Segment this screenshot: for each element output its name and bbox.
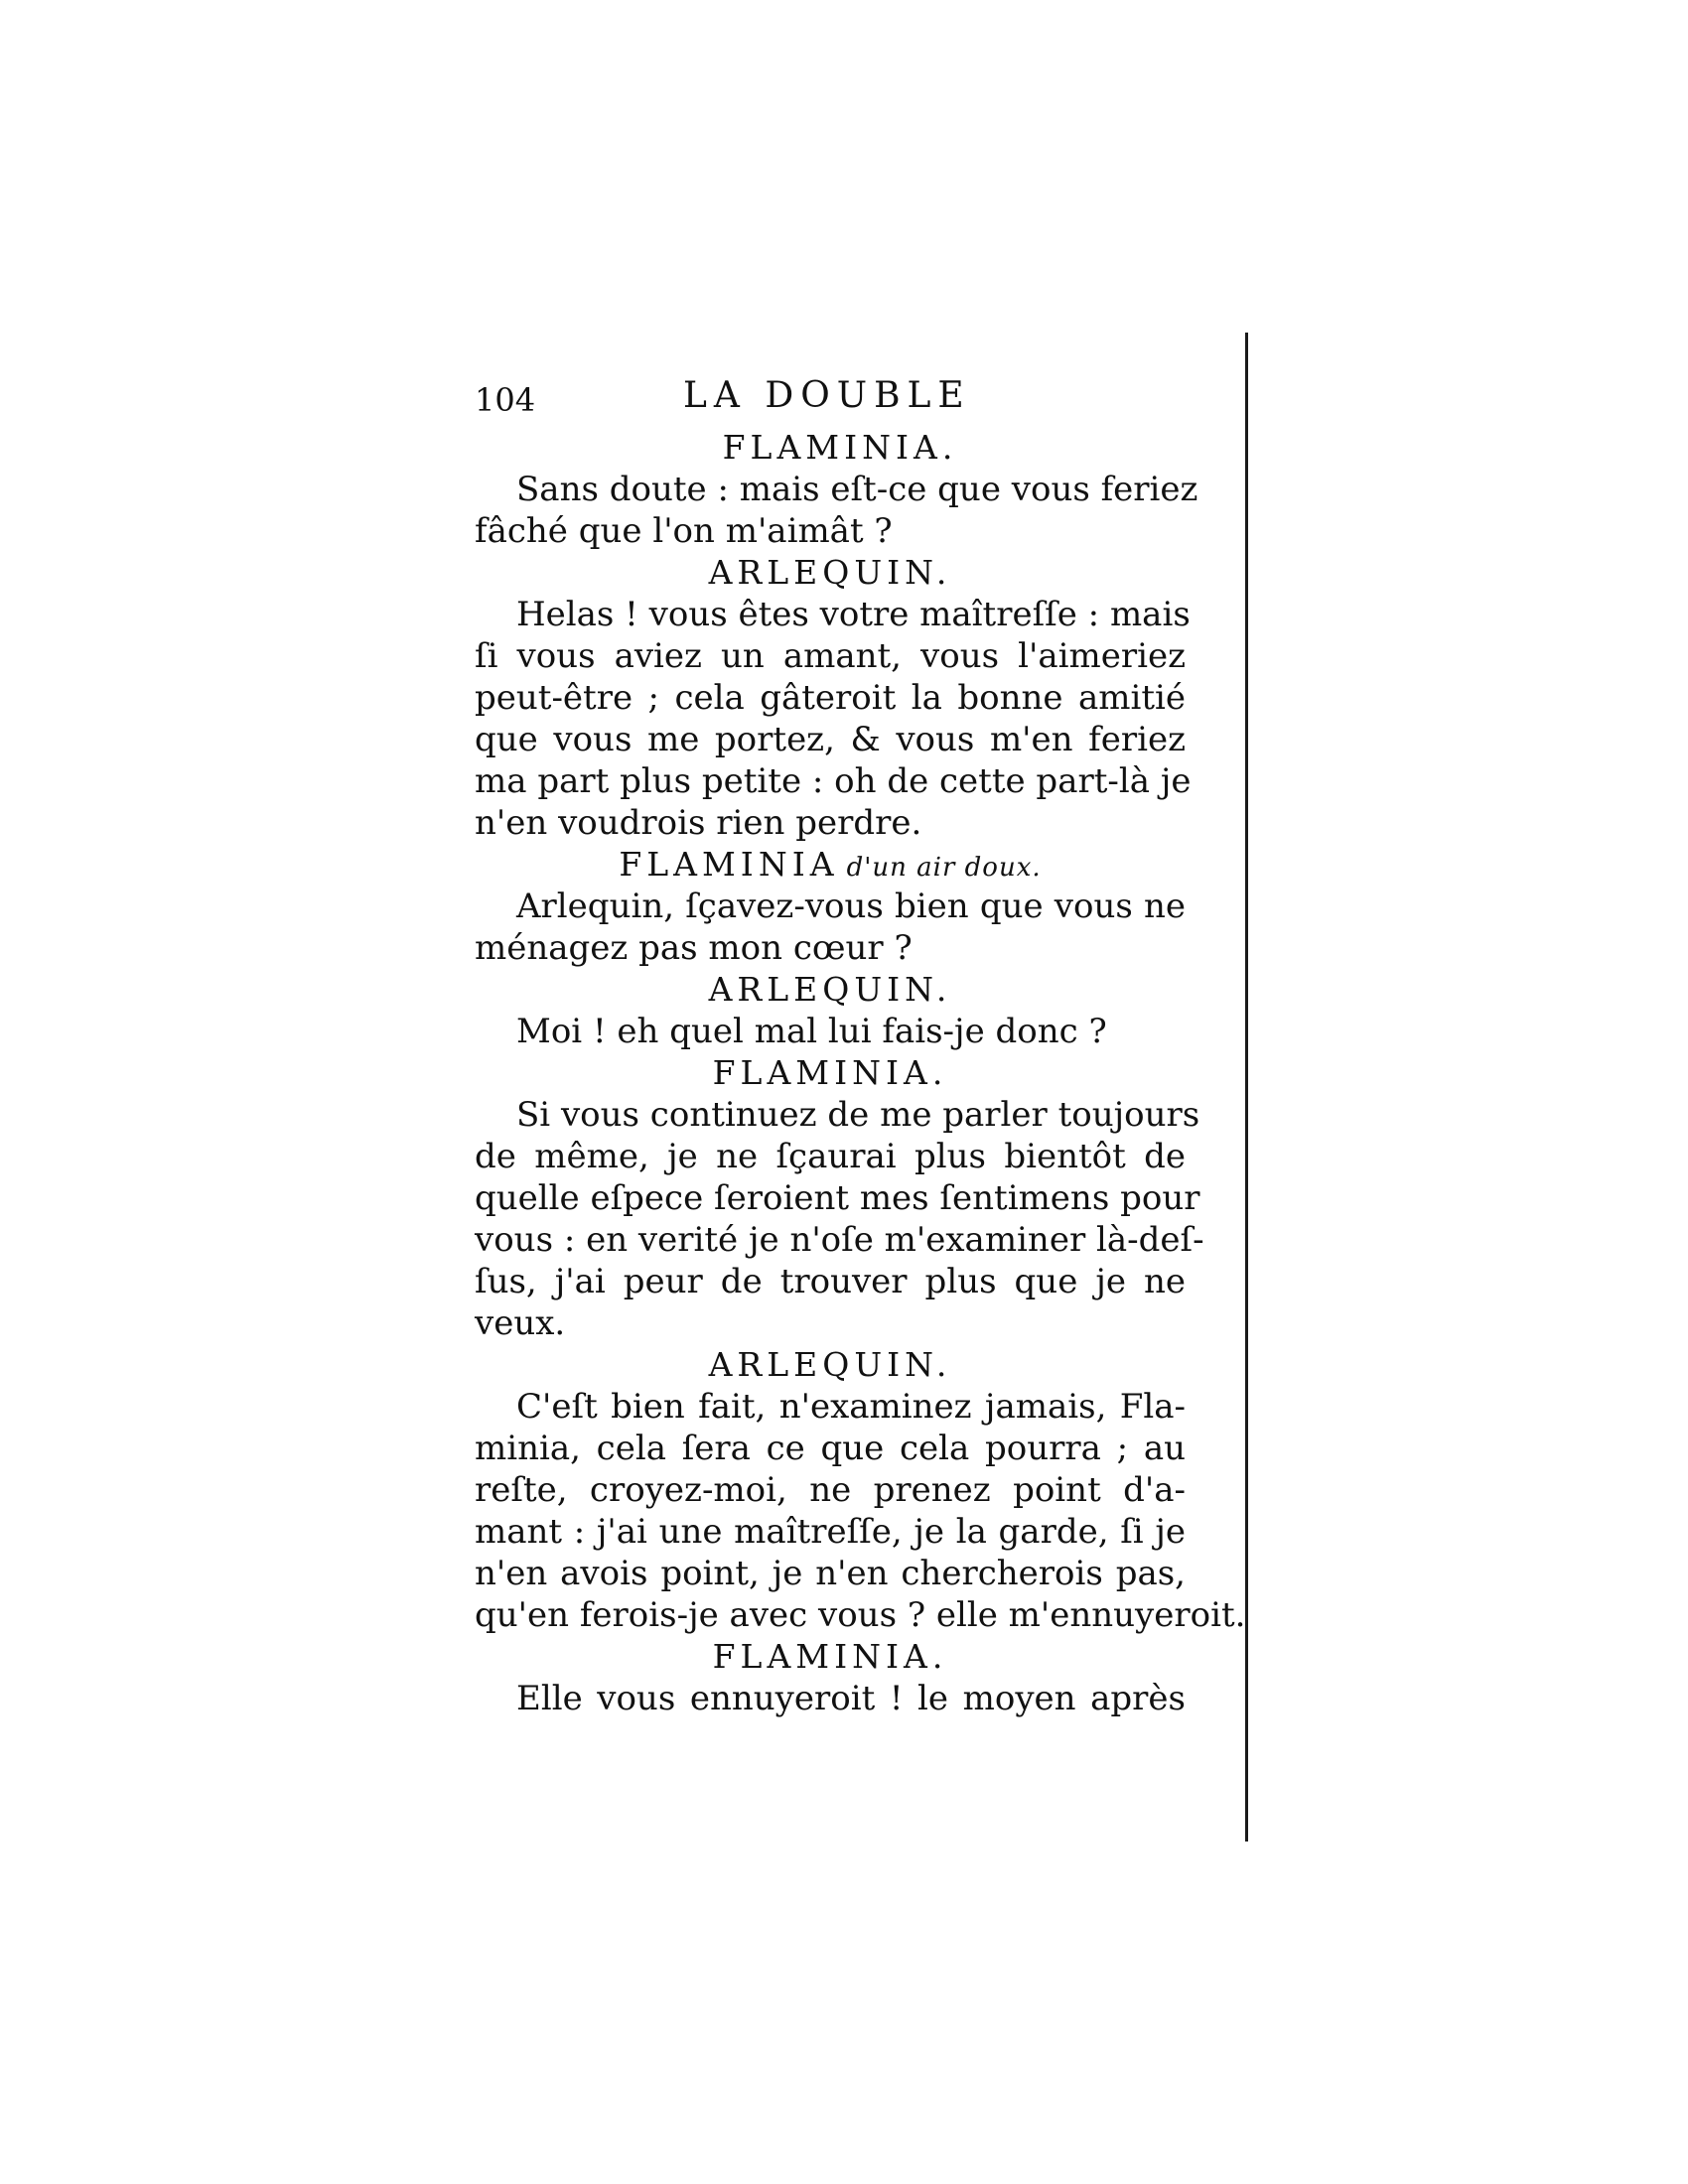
text-line: minia, cela ſera ce que cela pourra ; au xyxy=(475,1429,1186,1468)
text-line: Moi ! eh quel mal lui fais-je donc ? xyxy=(516,1012,1107,1051)
text-line: fâché que l'on m'aimât ? xyxy=(475,511,893,551)
speaker-name: ARLEQUIN. xyxy=(708,1345,952,1384)
dialogue-paragraph xyxy=(475,886,1186,969)
text-line: n'en avois point, je n'en chercherois pas, xyxy=(475,1554,1186,1593)
speaker-name: FLAMINIA. xyxy=(712,1637,948,1676)
text-line: Si vous continuez de me parler toujours xyxy=(516,1095,1200,1135)
text-line: quelle eſpece ſeroient mes ſentimens pour xyxy=(475,1178,1200,1218)
speaker-name: ARLEQUIN. xyxy=(708,553,952,592)
text-line: Helas ! vous êtes votre maîtreſſe : mais xyxy=(516,595,1191,634)
speaker-name: FLAMINIA. xyxy=(722,428,958,467)
text-line: reſte, croyez-moi, ne prenez point d'a- xyxy=(475,1470,1186,1510)
stage-direction: d'un air doux. xyxy=(846,853,1042,883)
speaker-name: FLAMINIA. xyxy=(712,1053,948,1092)
dialogue-paragraph xyxy=(475,1011,1186,1052)
dialogue-paragraph xyxy=(475,1386,1246,1636)
speaker-name: ARLEQUIN. xyxy=(708,970,952,1009)
dialogue-paragraph xyxy=(475,1094,1204,1344)
text-line: Arlequin, ſçavez-vous bien que vous ne xyxy=(516,887,1186,926)
text-line: ſus, j'ai peur de trouver plus que je ne xyxy=(475,1262,1186,1301)
text-line: de même, je ne ſçaurai plus bientôt de xyxy=(475,1137,1186,1176)
dialogue-paragraph xyxy=(475,594,1192,844)
text-line: vous : en verité je n'oſe m'examiner là-deſ- xyxy=(475,1220,1204,1260)
speaker-name xyxy=(475,844,1186,886)
page-edge-rule xyxy=(1245,333,1248,1842)
text-line: n'en voudrois rien perdre. xyxy=(475,803,922,843)
text-line: mant : j'ai une maîtreſſe, je la garde, ſi je xyxy=(475,1512,1186,1552)
dialogue-paragraph xyxy=(475,1678,1186,1719)
dialogue-paragraph xyxy=(475,469,1198,552)
text-line: ſi vous aviez un amant, vous l'aimeriez xyxy=(475,636,1186,676)
text-line: ma part plus petite : oh de cette part-là je xyxy=(475,761,1192,801)
running-title: LA DOUBLE xyxy=(683,375,971,416)
speaker-name-text: FLAMINIA xyxy=(619,845,839,884)
text-line: ménagez pas mon cœur ? xyxy=(475,928,913,968)
page-number: 104 xyxy=(475,381,536,419)
text-line: Sans doute : mais eſt-ce que vous feriez xyxy=(516,470,1198,509)
text-block xyxy=(475,375,1246,1719)
text-line: veux. xyxy=(475,1303,566,1343)
text-line: qu'en ferois-je avec vous ? elle m'ennuyeroit. xyxy=(475,1595,1246,1635)
page-header xyxy=(475,375,1186,427)
text-line: C'eſt bien fait, n'examinez jamais, Fla- xyxy=(516,1387,1186,1427)
text-line: que vous me portez, & vous m'en feriez xyxy=(475,720,1186,759)
text-line: Elle vous ennuyeroit ! le moyen après xyxy=(516,1679,1186,1718)
text-line: peut-être ; cela gâteroit la bonne amitié xyxy=(475,678,1186,718)
